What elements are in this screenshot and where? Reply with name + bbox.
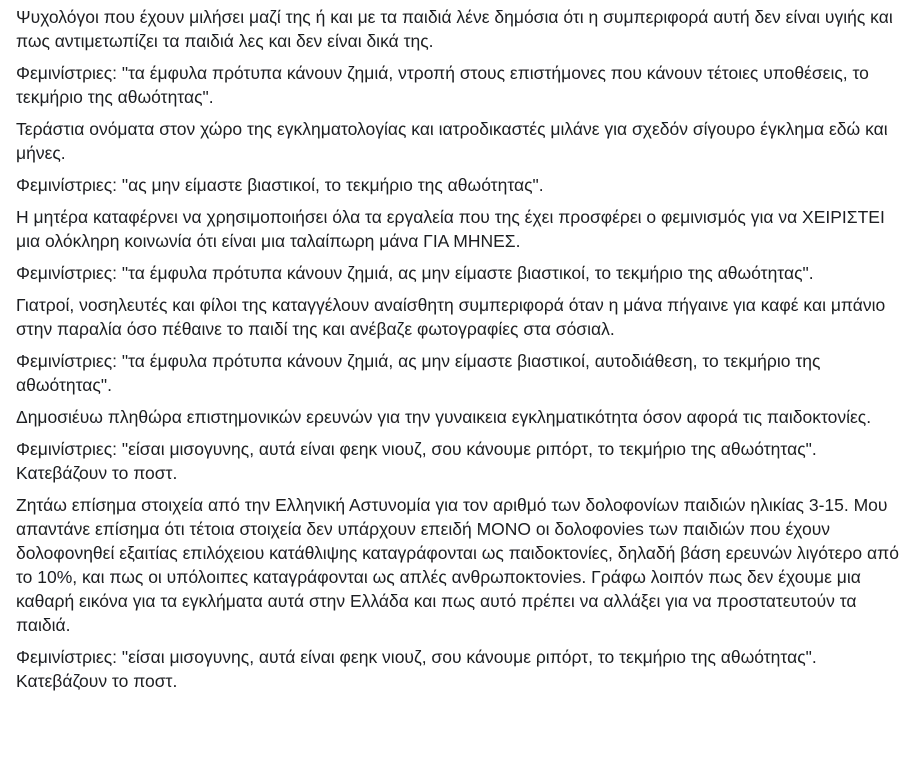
post-paragraph: Φεμινίστριες: "είσαι μισογυνης, αυτά είναι φεηκ νιουζ, σου κάνουμε ριπόρτ, το τεκμήριο της αθωότητας". Κατεβάζουν το ποστ.: [16, 439, 817, 483]
post-paragraph: Ψυχολόγοι που έχουν μιλήσει μαζί της ή και με τα παιδιά λένε δημόσια ότι η συμπεριφορά αυτή δεν είναι υγιής και πως αντιμετωπίζει τα παιδιά λες και δεν είναι δικά της.: [16, 7, 893, 51]
post-paragraph: Φεμινίστριες: "τα έμφυλα πρότυπα κάνουν ζημιά, ας μην είμαστε βιαστικοί, το τεκμήριο της αθωότητας".: [16, 263, 814, 283]
post-paragraph: Φεμινίστριες: "είσαι μισογυνης, αυτά είναι φεηκ νιουζ, σου κάνουμε ριπόρτ, το τεκμήριο της αθωότητας". Κατεβάζουν το ποστ.: [16, 647, 817, 691]
post-paragraph: Τεράστια ονόματα στον χώρο της εγκληματολογίας και ιατροδικαστές μιλάνε για σχεδόν σίγουρο έγκλημα εδώ και μήνες.: [16, 119, 888, 163]
post-paragraph: Η μητέρα καταφέρνει να χρησιμοποιήσει όλα τα εργαλεία που της έχει προσφέρει ο φεμινισμός για να ΧΕΙΡΙΣΤΕΙ μια ολόκληρη κοινωνία ότι είναι μια ταλαίπωρη μάνα ΓΙΑ ΜΗΝΕΣ.: [16, 207, 885, 251]
post-paragraph: Γιατροί, νοσηλευτές και φίλοι της καταγγέλουν αναίσθητη συμπεριφορά όταν η μάνα πήγαινε για καφέ και μπάνιο στην παραλία όσο πέθαινε το παιδί της και ανέβαζε φωτογραφίες στα σόσιαλ.: [16, 295, 886, 339]
post-paragraph: Φεμινίστριες: "τα έμφυλα πρότυπα κάνουν ζημιά, ας μην είμαστε βιαστικοί, αυτοδιάθεση, το τεκμήριο της αθωότητας".: [16, 351, 821, 395]
post-paragraph: Δημοσιέυω πληθώρα επιστημονικών ερευνών για την γυναικεια εγκληματικότητα όσον αφορά τις παιδοκτονίες.: [16, 407, 872, 427]
post-paragraph: Φεμινίστριες: "τα έμφυλα πρότυπα κάνουν ζημιά, ντροπή στους επιστήμονες που κάνουν τέτοιες υποθέσεις, το τεκμήριο της αθωότητας".: [16, 63, 869, 107]
post-paragraph: Φεμινίστριες: "ας μην είμαστε βιαστικοί, το τεκμήριο της αθωότητας".: [16, 175, 544, 195]
post-paragraph: Ζητάω επίσημα στοιχεία από την Ελληνική Αστυνομία για τον αριθμό των δολοφονίων παιδιών ηλικίας 3-15. Μου απαντάνε επίσημα ότι τέτοια στοιχεία δεν υπάρχουν επειδή ΜΟΝΟ οι δολοφονies των παιδιών που έχουν δολοφονηθεί εξαιτίας επιλόχειου κατάθλιψης καταγράφονται ως παιδοκτονίες, δηλαδή βάση ερευνών λιγότερο από το 10%, και πως οι υπόλοιπες καταγράφονται ως απλές ανθρωποκτονies. Γράφω λοιπόν πως δεν έχουμε μια καθαρή εικόνα για τα εγκλήματα αυτά στην Ελλάδα και πως αυτό πρέπει να αλλάξει για να προστατευτούν τα παιδιά.: [16, 495, 899, 635]
